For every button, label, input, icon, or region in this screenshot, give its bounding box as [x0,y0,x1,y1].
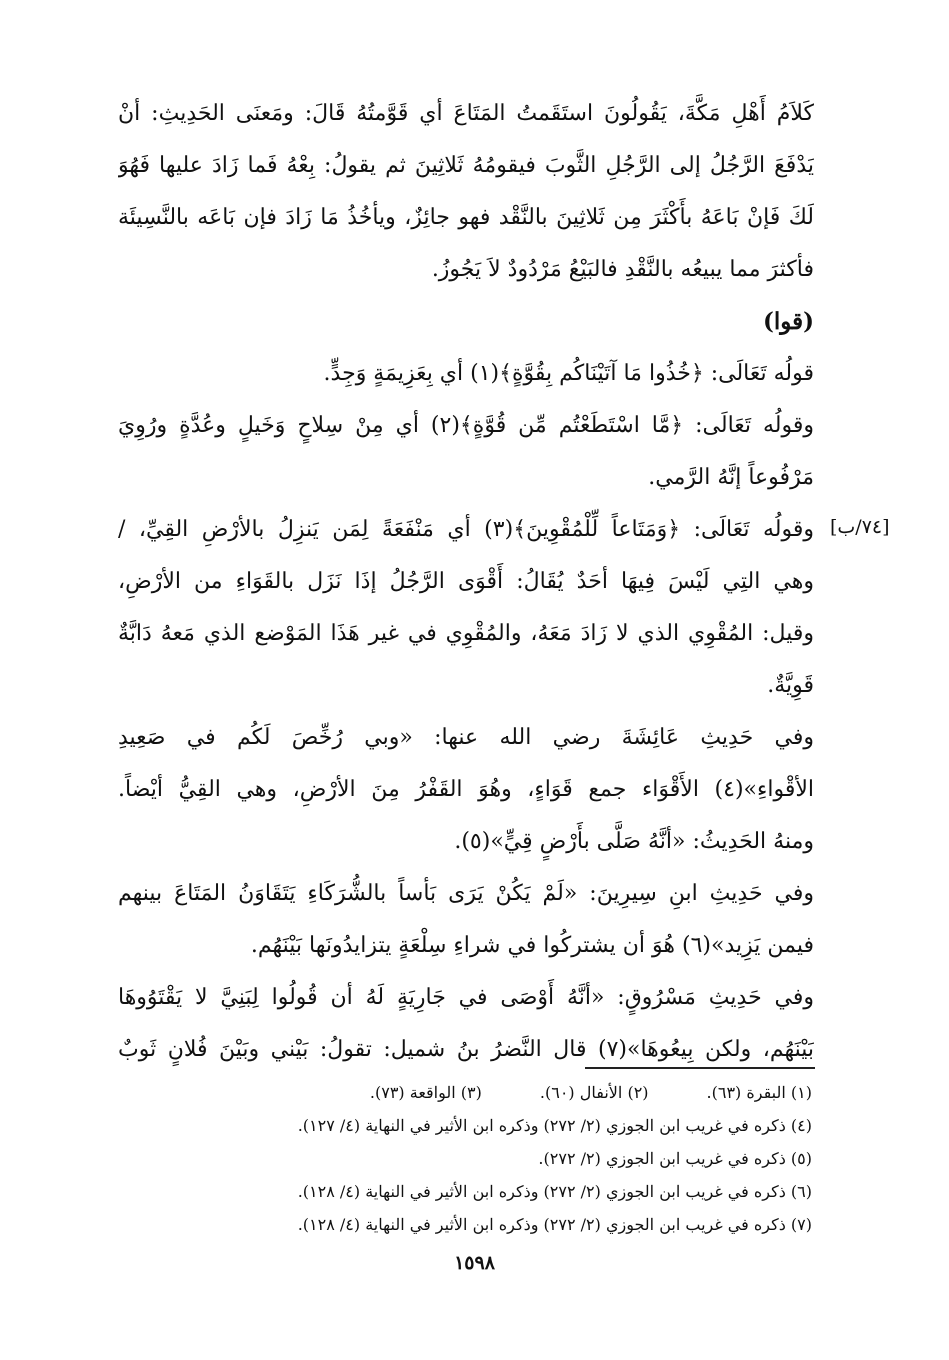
text-line: وفي حَدِيثِ عَائِشَةَ رضي الله عنها: «وبي رُخِّصَ لَكُم في صَعِيدِ [118,725,814,750]
footnote-6: (٦) ذكره في غريب ابن الجوزي (٢/ ٢٧٢) وذكره ابن الأثير في النهاية (٤/ ١٢٨). [297,1182,812,1201]
text-line: ومنهُ الحَدِيثُ: «أنَّهُ صَلَّى بأَرْضٍ قِيٍّ»(٥). [454,829,814,854]
page-number: ١٥٩٨ [454,1252,495,1274]
text-line: الأقْواءِ»(٤) الأَقْوَاء جمع قَوَاءٍ، وهُوَ القَفْرُ مِنَ الأرْضِ، وهي القِيُّ أيْضاً. [118,777,814,802]
text-line: لَكَ فَإنْ بَاعَهُ بأَكْثَرَ مِن ثَلاثِينَ بالنَّقْد فهو جائِزٌ، ويأخُذُ مَا زَادَ فإن بَاعَه بالنَّسِيئَة [118,205,814,230]
footnote-separator [585,1067,815,1069]
manuscript-folio-reference: [٧٤/ب] [830,516,890,538]
text-line: وقولُه تَعَالَى: ﴿وَمَتَاعاً لِّلْمُقْوِينَ﴾(٣) أي مَنْفَعَةً لِمَن يَنزِلُ بالأرْضِ القِيِّ، / [118,517,814,542]
text-line: مَرْفُوعاً إنَّهُ الرَّمي. [648,465,814,490]
footnote-3: (٣) الواقعة (٧٣). [369,1083,482,1102]
text-line: كَلاَمُ أَهْلِ مَكَّةَ، يَقُولُونَ استَقَمتُ المَتَاعَ أي قَوَّمتُهُ قَالَ: ومَعنَى الحَدِيثِ: أنْ [118,101,814,126]
text-line: يَدْفَعَ الرَّجُلُ إلى الرَّجُلِ الثَّوبَ فيقومُهُ ثَلاثِينَ ثم يقولُ: بِعْهُ فَما زَادَ عليها فَهُوَ [118,153,814,178]
text-line: وفي حَدِيثِ ابنِ سِيرِينَ: «لَمْ يَكُنْ يَرَى بَأساً بالشُّرَكَاءِ يَتَقَاوَنُ المَتَاعَ بينهم [118,881,814,906]
footnote-2: (٢) الأنفال (٦٠). [539,1083,649,1102]
main-text [118,88,814,1076]
text-line: فأكثرَ مما يبيعُه بالنَّقْدِ فالبَيْعُ مَرْدُودٌ لاَ يَجُوزُ. [431,257,814,282]
text-line: وقولُه تَعَالَى: ﴿مَّا اسْتَطَعْتُم مِّن قُوَّةٍ﴾(٢) أي مِنْ سِلاحٍ وَخَيلٍ وعُدَّةٍ ورُوِيَ [118,413,814,438]
footnotes [140,1076,812,1241]
text-line: وقيل: المُقْوِي الذي لا زَادَ مَعَهُ، والمُقْوِي في غير هَذَا المَوْضع الذي مَعهُ دَابَّةٌ [118,621,814,646]
text-line: بَيْنَهُم، ولكن بِيعُوهَا»(٧) قال النَّضرُ بنُ شميل: تقولُ: بَيْني وبَيْنَ فُلانٍ ثَوبٌ [118,1037,814,1062]
text-line: وفي حَدِيثِ مَسْرُوقٍ: «أنَّهُ أَوْصَى في جَارِيَةٍ لَهُ أن قُولُوا لِبَنِيَّ لا يَقْتَوُوهَا [118,985,814,1010]
footnote-7: (٧) ذكره في غريب ابن الجوزي (٢/ ٢٧٢) وذكره ابن الأثير في النهاية (٤/ ١٢٨). [297,1215,812,1234]
footnote-1: (١) البقرة (٦٣). [706,1083,812,1102]
footnote-5: (٥) ذكره في غريب ابن الجوزي (٢/ ٢٧٢). [538,1149,812,1168]
footnote-4: (٤) ذكره في غريب ابن الجوزي (٢/ ٢٧٢) وذكره ابن الأثير في النهاية (٤/ ١٢٧). [297,1116,812,1135]
section-heading: (قوا) [762,308,814,335]
text-line: قولُه تَعَالَى: ﴿خُذُوا مَا آتَيْنَاكُم بِقُوَّةٍ﴾(١) أي بِعَزِيمَةٍ وَجِدٍّ. [323,361,814,386]
footnote-row [140,1076,812,1109]
text-line: فيمن يَزِيد»(٦) هُوَ أن يشتركُوا في شراءِ سِلْعَةٍ يتزايدُونَها بَيْنَهُم. [250,933,814,958]
text-line: وهي التِي لَيْسَ فِيهَا أحَدٌ يُقَالُ: أَقْوَى الرَّجُلُ إذَا نَزَل بالقَوَاءِ من الأرْضِ، [118,569,814,594]
text-line: قَوِيَّةٌ. [767,673,814,698]
